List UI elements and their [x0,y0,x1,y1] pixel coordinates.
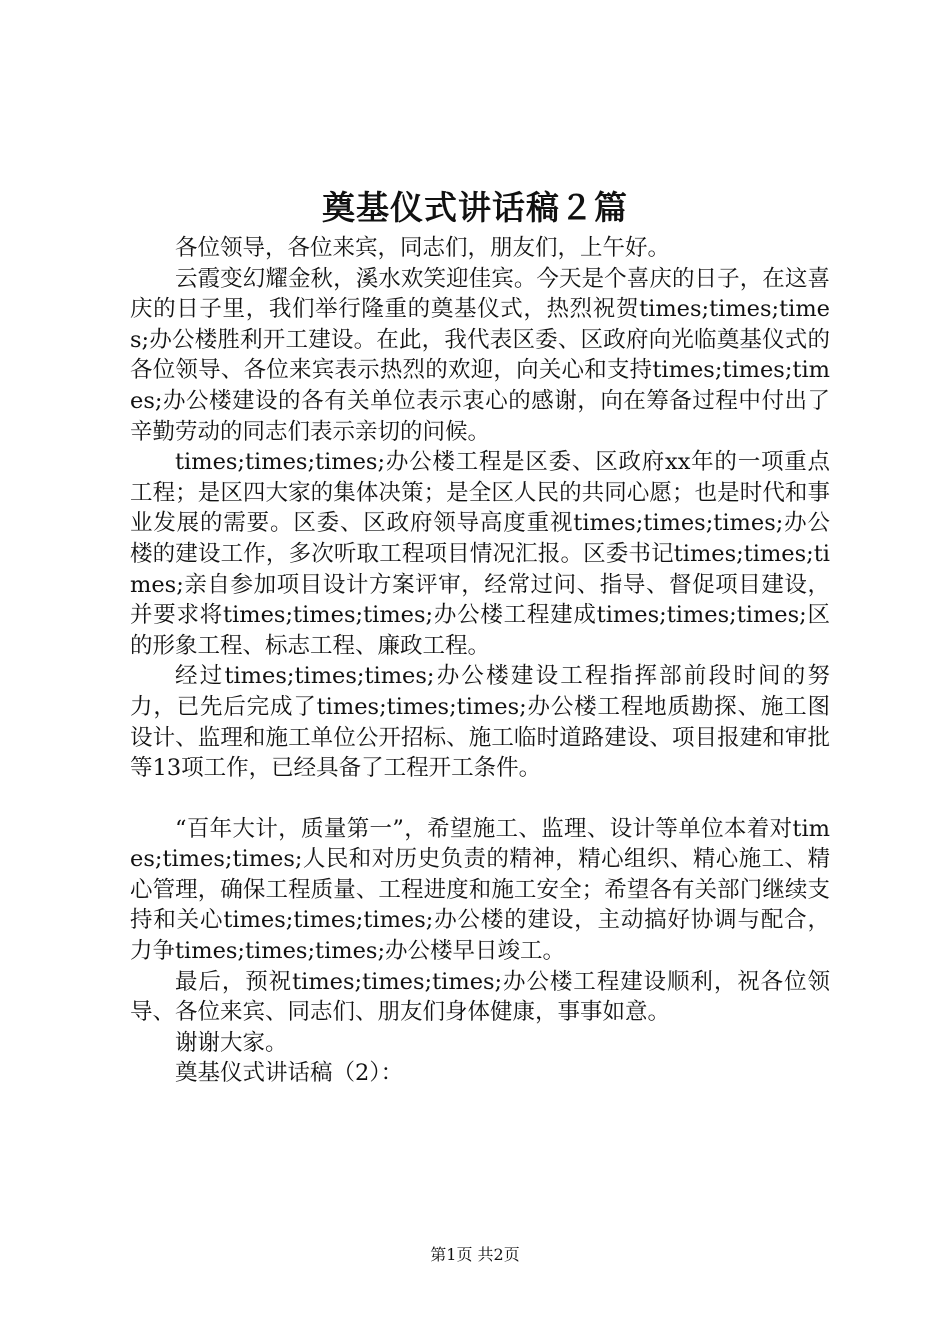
page-footer: 第1页 共2页 [430,1245,520,1264]
document-title: 奠基仪式讲话稿２篇 [322,188,628,227]
paragraph-quality: “百年大计，质量第一”，希望施工、监理、设计等单位本着对times;times;times;人民和对历史负责的精神，精心组织、精心施工、精心管理，确保工程质量、工程进度和施工安全；希望各有关部门继续支持和关心times;times;times;办公楼的建设，主动搞好协调与配合，力争times;times;times;办公楼早日竣工。 [130,815,830,965]
paragraph-project-importance: times;times;times;办公楼工程是区委、区政府xx年的一项重点工程；是区四大家的集体决策；是全区人民的共同心愿；也是时代和事业发展的需要。区委、区政府领导高度重视times;times;times;办公楼的建设工作，多次听取工程项目情况汇报。区委书记times;times;times;亲自参加项目设计方案评审，经常过问、指导、督促项目建设，并要求将times;times;times;办公楼工程建成times;times;times;区的形象工程、标志工程、廉政工程。 [130,449,830,659]
paragraph-greeting: 各位领导，各位来宾，同志们，朋友们，上午好。 [175,235,671,261]
paragraph-progress: 经过times;times;times;办公楼建设工程指挥部前段时间的努力，已先后完成了times;times;times;办公楼工程地质勘探、施工图设计、监理和施工单位公开招标、施工临时道路建设、项目报建和审批等13项工作，已经具备了工程开工条件。 [130,663,830,782]
paragraph-gap [130,784,830,814]
paragraph-wishes: 最后，预祝times;times;times;办公楼工程建设顺利，祝各位领导、各位来宾、同志们、朋友们身体健康，事事如意。 [130,968,830,1026]
paragraph-welcome: 云霞变幻耀金秋，溪水欢笑迎佳宾。今天是个喜庆的日子，在这喜庆的日子里，我们举行隆重的奠基仪式，热烈祝贺times;times;times;办公楼胜利开工建设。在此，我代表区委、区政府向光临奠基仪式的各位领导、各位来宾表示热烈的欢迎，向关心和支持times;times;times;办公楼建设的各有关单位表示衷心的感谢，向在筹备过程中付出了辛勤劳动的同志们表示亲切的问候。 [130,265,830,445]
paragraph-second-speech-heading: 奠基仪式讲话稿（2）： [175,1060,404,1087]
document-body [130,233,830,1089]
paragraph-thanks: 谢谢大家。 [175,1029,288,1056]
